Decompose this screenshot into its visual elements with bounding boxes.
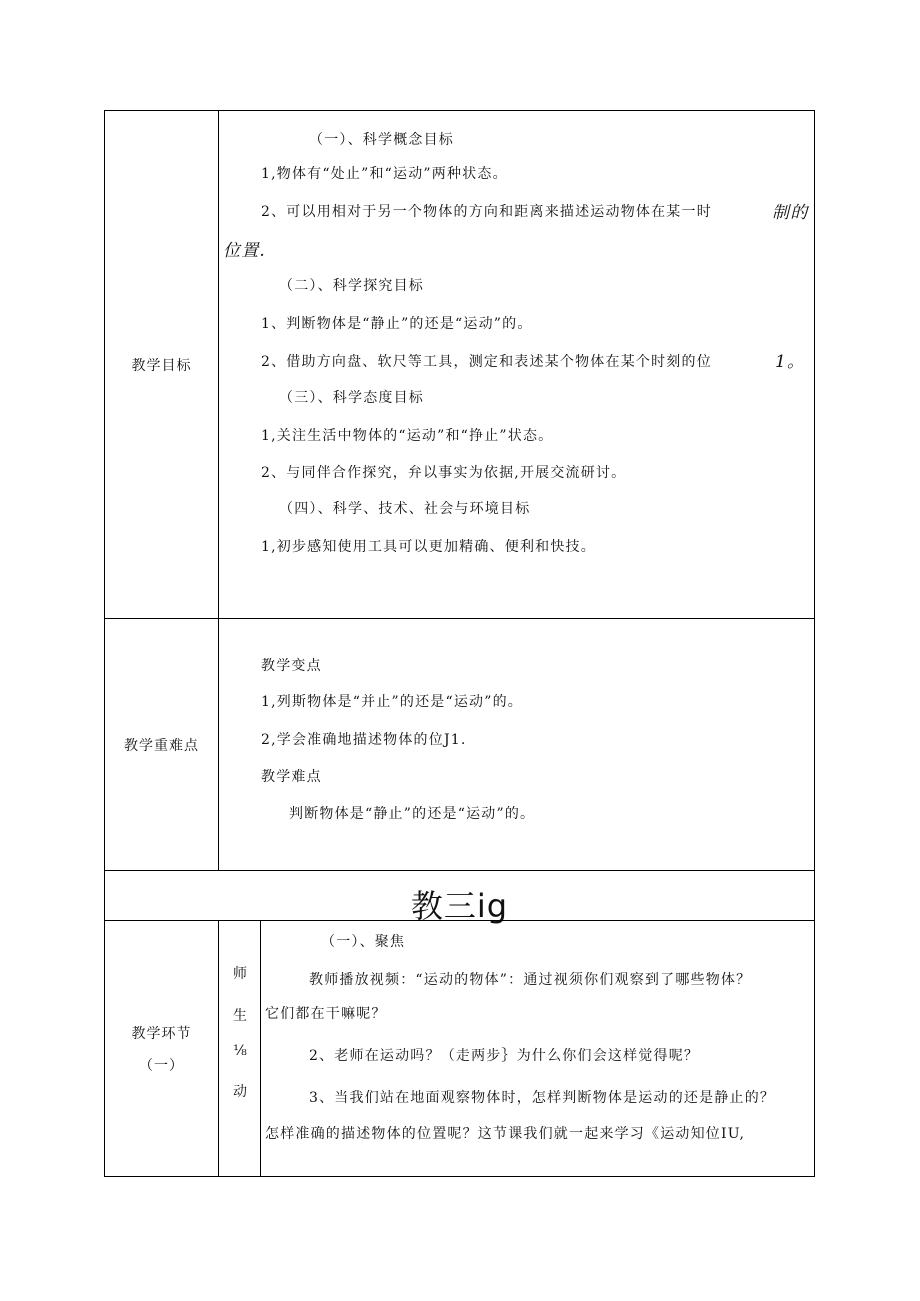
objective-heading-3: （三）、科学态度目标 [279,390,424,406]
objective-heading-4: （四）、科学、技术、社会与环境目标 [279,501,531,517]
section-heading: 教三ig [410,887,509,925]
objective-line-end: 制的 [772,203,809,223]
vertical-char: 师 [233,966,247,982]
difficulty-line: 判断物体是“静止”的还是“运动”的。 [289,806,536,822]
objective-heading-1: （一）、科学概念目标 [309,132,454,148]
objectives-content [219,111,814,618]
key-points-label: 教学重难点 [105,619,219,870]
activity-vertical-label [219,921,261,1176]
step-line: 2、老师在运动吗？（走两步｝为什么你们会这样觉得呢？ [309,1048,700,1064]
step-heading: （一）、聚焦 [321,934,406,950]
step-label-line1: 教学环节 [131,1025,192,1042]
objective-line-end: 1。 [775,352,806,372]
objective-line: 2、可以用相对于另一个物体的方向和距离来描述运动物体在某一时 [261,204,712,220]
step-row [104,920,815,1177]
vertical-char: 生 [233,1008,247,1024]
objective-line: 1,关注生活中物体的“运动”和“挣止”状态。 [261,428,554,444]
step-line: 教师播放视频：“运动的物体”：通过视须你们观察到了哪些物体？ [309,972,752,988]
objective-line: 位置. [223,241,267,261]
difficulty-subheading: 教学难点 [261,769,322,785]
section-heading-row [104,870,815,925]
step-line: 3、当我们站在地面观察物体时，怎样判断物体是运动的还是静止的？ [309,1090,776,1106]
objectives-row [104,110,815,618]
objective-line: 1,初步感知使用工具可以更加精确、便利和快技。 [261,539,596,555]
objective-heading-2: （二）、科学探究目标 [279,278,424,294]
objective-line: 1,物体有“处止”和“运动”两种状态。 [261,166,508,182]
key-points-content [219,619,814,870]
key-points-row [104,618,815,870]
objective-line: 2、与同伴合作探究，弁以事实为依据,开展交流研讨。 [261,465,627,481]
step-line: 它们都在干嘛呢？ [265,1006,387,1022]
objective-line: 2、借助方向盘、软尺等工具，测定和表述某个物体在某个时刻的位 [261,354,712,370]
step-content [261,921,814,1176]
vertical-char: ⅛ [233,1043,247,1059]
objective-line: 1、判断物体是“静止”的还是“运动”的。 [261,316,533,332]
key-points-subheading: 教学变点 [261,658,322,674]
lesson-table [104,110,815,1177]
objectives-label: 教学目标 [105,111,219,618]
key-point-line: 2,学会准确地描述物体的位J1. [261,732,467,748]
key-point-line: 1,列斯物体是“并止”的还是“运动”的。 [261,694,523,710]
step-line: 怎样准确的描述物体的位置呢？这节课我们就一起来学习《运动知位IU, [265,1126,746,1142]
vertical-char: 动 [233,1084,247,1100]
step-label-line2: （一） [139,1057,184,1074]
step-label [105,921,219,1176]
